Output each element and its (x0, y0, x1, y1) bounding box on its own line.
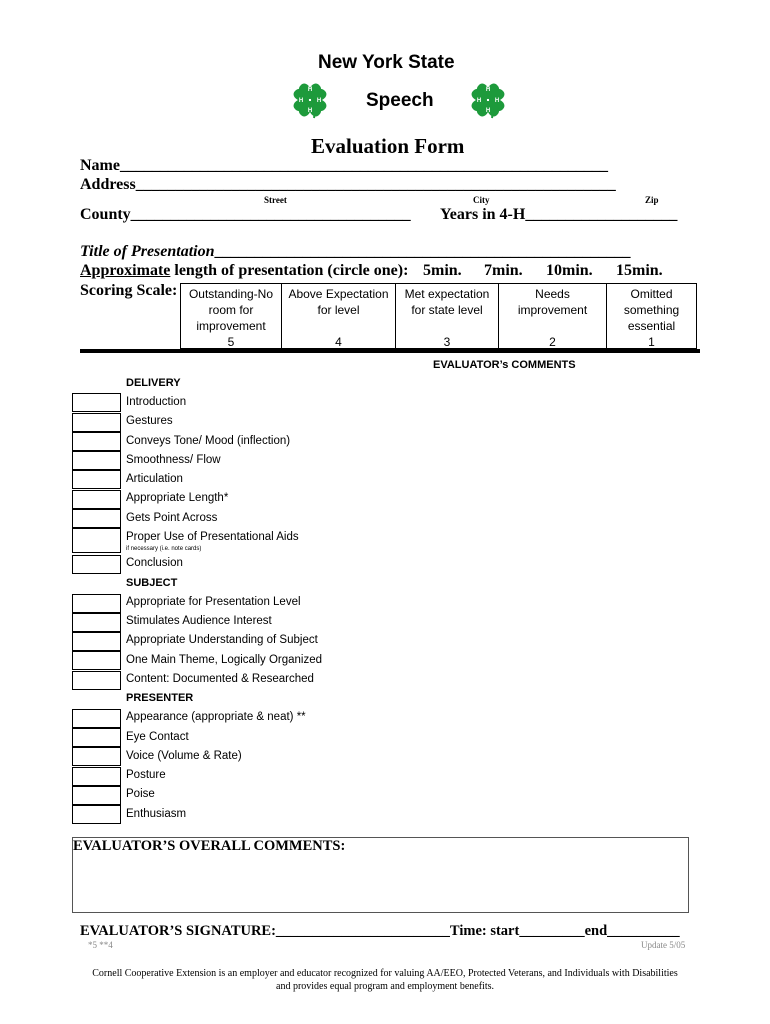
item-level: Appropriate for Presentation Level (126, 596, 301, 608)
4-h-clover-icon (468, 80, 508, 120)
item-enthusiasm: Enthusiasm (126, 808, 187, 820)
score-box-understanding[interactable] (72, 632, 121, 651)
overall-comments-label: EVALUATOR’S OVERALL COMMENTS: (73, 838, 346, 854)
svg-text:H: H (494, 98, 500, 104)
item-understanding: Appropriate Understanding of Subject (126, 634, 318, 646)
scale-level-4-line1: Above Expectation (288, 287, 389, 301)
length-option-5[interactable]: 5min. (423, 262, 462, 279)
scale-level-5-line2: room for (208, 303, 254, 317)
score-box-gestures[interactable] (72, 413, 121, 432)
presentation-title-line: ____________________________________________________ (214, 243, 631, 260)
scale-level-1-line2: something (623, 303, 680, 317)
evaluator-comments-header: EVALUATOR’s COMMENTS (433, 359, 576, 371)
aids-note: if necessary (i.e. note cards) (126, 546, 202, 552)
item-interest: Stimulates Audience Interest (126, 615, 272, 627)
city-label: City (473, 195, 490, 205)
item-introduction: Introduction (126, 396, 187, 408)
score-box-conclusion[interactable] (72, 555, 121, 574)
footer-line1: Cornell Cooperative Extension is an employer and educator recognized for valuing AA/EEO, Protected Veterans, and Individuals with Disabilities (92, 968, 678, 979)
years-in-4h-field[interactable]: Years in 4-H___________________ (440, 206, 678, 223)
item-appearance: Appearance (appropriate & neat) ** (126, 711, 306, 723)
score-box-interest[interactable] (72, 613, 121, 632)
zip-label: Zip (645, 195, 659, 205)
scale-level-1 (606, 283, 697, 349)
scale-level-4-score: 4 (335, 335, 342, 349)
presentation-title-label: Title of Presentation (80, 243, 215, 260)
item-conclusion: Conclusion (126, 557, 183, 569)
svg-text:H: H (485, 87, 491, 93)
scale-level-4 (281, 283, 395, 349)
form-title: Evaluation Form (311, 134, 465, 158)
svg-text:H: H (307, 108, 313, 114)
update-date: Update 5/05 (641, 940, 686, 950)
score-box-tone[interactable] (72, 432, 121, 451)
footer-line2: and provides equal program and employment benefits. (276, 981, 494, 992)
length-row (80, 262, 408, 280)
svg-text:H: H (485, 108, 491, 114)
svg-text:H: H (476, 98, 482, 104)
item-eye-contact: Eye Contact (126, 731, 189, 743)
scale-level-3-line2: for state level (411, 303, 483, 317)
scale-level-5-line1: Outstanding-No (188, 287, 274, 301)
scale-level-2-score: 2 (549, 335, 556, 349)
footer (70, 967, 700, 993)
scale-level-5 (180, 283, 281, 349)
score-box-aids[interactable] (72, 528, 121, 553)
score-box-point[interactable] (72, 509, 121, 528)
scale-level-4-line2: for level (317, 303, 360, 317)
length-label: length of presentation (circle one): (170, 262, 409, 279)
scale-spacer (396, 318, 498, 334)
subject-heading: SUBJECT (126, 577, 178, 589)
scale-level-1-line1: Omitted (630, 287, 673, 301)
scale-level-1-score: 1 (648, 335, 655, 349)
svg-text:H: H (307, 87, 313, 93)
score-box-articulation[interactable] (72, 470, 121, 489)
item-length: Appropriate Length* (126, 492, 229, 504)
item-content: Content: Documented & Researched (126, 673, 314, 685)
item-voice: Voice (Volume & Rate) (126, 750, 242, 762)
scale-spacer (282, 318, 395, 334)
section-divider (80, 349, 700, 353)
scale-level-3-score: 3 (443, 335, 451, 349)
item-point: Gets Point Across (126, 512, 218, 524)
item-articulation: Articulation (126, 473, 183, 485)
presenter-heading: PRESENTER (126, 692, 194, 704)
scale-level-2 (498, 283, 606, 349)
score-box-level[interactable] (72, 594, 121, 613)
length-option-15[interactable]: 15min. (616, 262, 663, 279)
score-box-introduction[interactable] (72, 393, 121, 412)
scale-level-3-line1: Met expectation (404, 287, 490, 301)
scale-level-1-line3: essential (627, 319, 676, 333)
scale-level-3 (395, 283, 498, 349)
scale-level-2-line1: Needs (535, 287, 570, 301)
footnote: *5 **4 (88, 940, 113, 950)
score-box-smoothness[interactable] (72, 451, 121, 470)
name-field[interactable]: Name_____________________________________________________________ (80, 157, 608, 174)
score-box-posture[interactable] (72, 767, 121, 786)
item-theme: One Main Theme, Logically Organized (126, 654, 323, 666)
scale-level-5-line3: improvement (196, 319, 266, 333)
score-box-enthusiasm[interactable] (72, 805, 121, 824)
score-box-length[interactable] (72, 490, 121, 509)
score-box-content[interactable] (72, 671, 121, 690)
item-posture: Posture (126, 769, 166, 781)
presentation-title-field[interactable] (80, 243, 631, 261)
svg-text:H: H (316, 98, 322, 104)
scale-level-5-score: 5 (227, 335, 235, 349)
score-box-poise[interactable] (72, 786, 121, 805)
scoring-scale-label: Scoring Scale: (80, 282, 178, 299)
score-box-theme[interactable] (72, 651, 121, 670)
item-gestures: Gestures (126, 415, 173, 427)
county-field[interactable]: County___________________________________ (80, 206, 411, 223)
item-poise: Poise (126, 788, 155, 800)
street-label: Street (264, 195, 287, 205)
delivery-heading: DELIVERY (126, 377, 181, 389)
scale-spacer (499, 318, 606, 334)
4-h-clover-icon (290, 80, 330, 120)
signature-line[interactable]: EVALUATOR’S SIGNATURE:________________________Time: start_________end__________ (80, 923, 680, 939)
score-box-eye-contact[interactable] (72, 728, 121, 747)
length-option-7[interactable]: 7min. (484, 262, 523, 279)
svg-text:H: H (298, 98, 304, 104)
header-line1: New York State (318, 52, 455, 73)
approximate-word: Approximate (80, 262, 171, 279)
header-line2: Speech (366, 90, 434, 111)
length-option-10[interactable]: 10min. (546, 262, 593, 279)
scale-level-2-line2: improvement (517, 303, 588, 317)
item-smoothness: Smoothness/ Flow (126, 454, 221, 466)
item-aids: Proper Use of Presentational Aids (126, 531, 299, 543)
item-tone: Conveys Tone/ Mood (inflection) (126, 435, 291, 447)
score-box-voice[interactable] (72, 747, 121, 766)
address-field[interactable]: Address____________________________________________________________ (80, 176, 616, 193)
score-box-appearance[interactable] (72, 709, 121, 728)
